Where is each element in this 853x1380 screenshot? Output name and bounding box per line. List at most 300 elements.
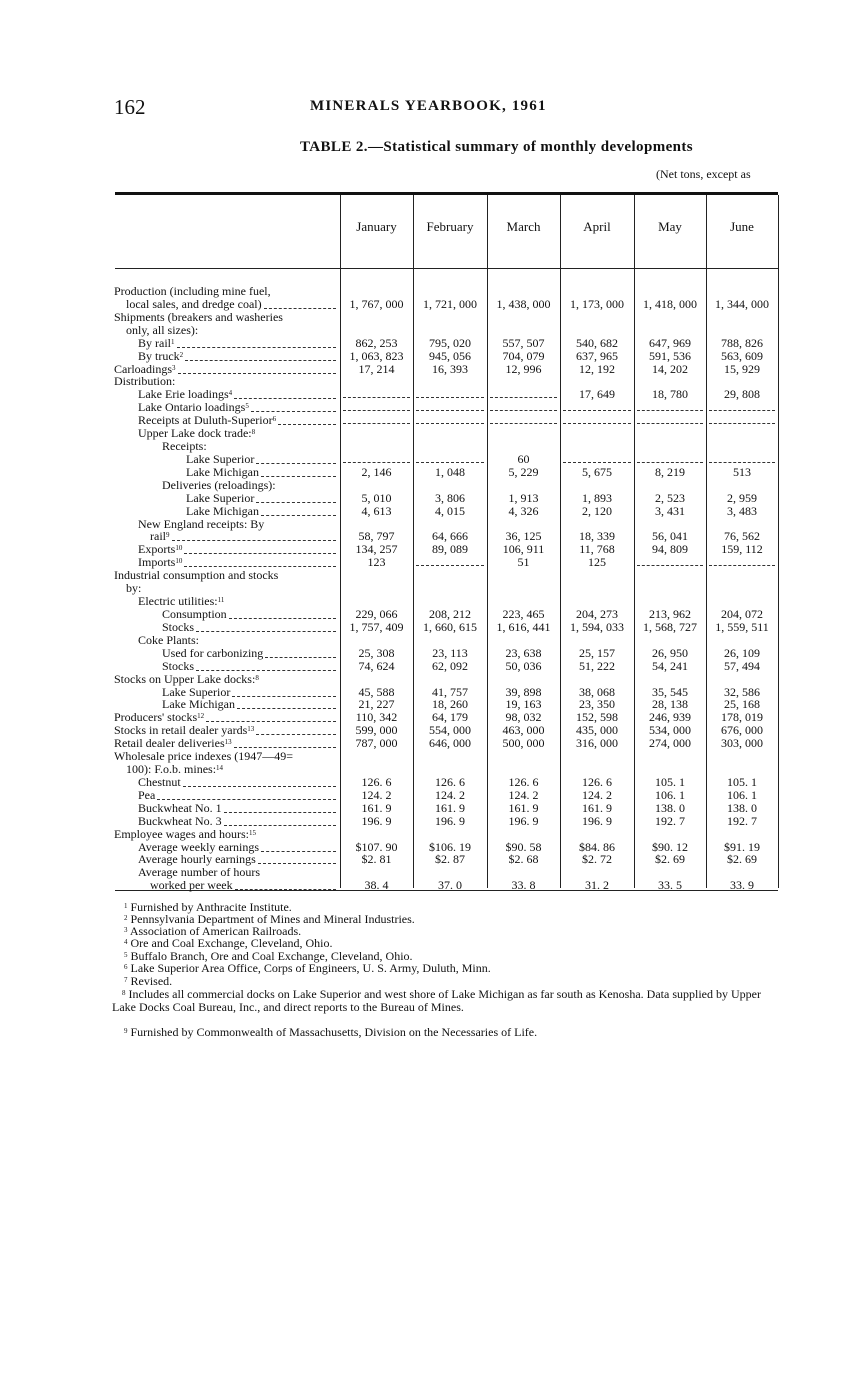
table-cell: 106, 911 xyxy=(502,542,545,557)
table-cell: 62, 092 xyxy=(432,658,468,673)
empty-cell xyxy=(490,397,557,398)
table-cell: 161. 9 xyxy=(435,800,465,815)
dot-leader xyxy=(196,631,336,632)
empty-cell xyxy=(416,423,484,424)
dot-leader xyxy=(184,553,336,554)
row-label: Distribution: xyxy=(114,374,176,389)
dot-leader xyxy=(172,540,337,541)
row-label: Deliveries (reloadings): xyxy=(162,477,276,492)
dot-leader xyxy=(251,411,336,412)
table-cell: 57, 494 xyxy=(724,658,760,673)
table-cell: 89, 089 xyxy=(432,542,468,557)
row-label: by: xyxy=(126,581,142,596)
table-cell: 51, 222 xyxy=(579,658,615,673)
table-cell: 1, 616, 441 xyxy=(496,619,551,634)
empty-cell xyxy=(490,423,557,424)
empty-cell xyxy=(709,423,775,424)
table-cell: 17, 214 xyxy=(358,361,395,376)
row-label: Lake Erie loadings$^4$ xyxy=(138,387,233,402)
row-label: Lake Michigan xyxy=(186,464,259,479)
table-cell: 1, 913 xyxy=(508,490,539,505)
empty-cell xyxy=(709,410,775,411)
dot-leader xyxy=(264,308,336,309)
footnote-ref: 14 xyxy=(216,764,224,773)
empty-cell xyxy=(637,565,703,566)
table-cell: 591, 536 xyxy=(649,348,691,363)
footnote-mark: 7 xyxy=(124,976,128,984)
table-cell: 4, 613 xyxy=(361,503,392,518)
row-label: Buckwheat No. 3 xyxy=(138,813,222,828)
table-cell: 126. 6 xyxy=(582,774,612,789)
table-cell: 463, 000 xyxy=(502,723,545,738)
footnote-ref: 6 xyxy=(272,415,277,424)
table-cell: 23, 638 xyxy=(505,645,542,660)
table-cell: 138. 0 xyxy=(655,800,685,815)
row-label: local sales, and dredge coal) xyxy=(126,296,262,311)
dot-leader xyxy=(234,398,336,399)
table-cell: 4, 326 xyxy=(508,503,539,518)
table-cell: 64, 666 xyxy=(432,529,468,544)
column-header: March xyxy=(506,219,541,234)
row-label: Average number of hours xyxy=(138,865,261,880)
row-label: Receipts at Duluth-Superior$^6$ xyxy=(138,413,277,428)
table-cell: 316, 000 xyxy=(576,736,618,751)
table-cell: 192. 7 xyxy=(727,813,757,828)
table-cell: 26, 109 xyxy=(724,645,760,660)
table-cell: 54, 241 xyxy=(652,658,688,673)
footnote-ref: 15 xyxy=(248,828,256,837)
table-cell: $106. 19 xyxy=(429,839,471,854)
footnote-mark: 2 xyxy=(124,914,128,922)
column-header: April xyxy=(583,219,611,234)
column-rule xyxy=(778,195,779,888)
table-cell: 2, 523 xyxy=(655,490,685,505)
row-label: Coke Plants: xyxy=(138,632,200,647)
table-cell: 138. 0 xyxy=(727,800,757,815)
row-label: Shipments (breakers and washeries xyxy=(114,309,283,324)
table-cell: 435, 000 xyxy=(576,723,618,738)
table-cell: 2, 959 xyxy=(727,490,757,505)
footnote-text: Lake Superior Area Office, Corps of Engineers, U. S. Army, Duluth, Minn. xyxy=(127,961,491,975)
dot-leader xyxy=(261,515,336,516)
table-cell: 23, 113 xyxy=(432,645,468,660)
table-cell: $91. 19 xyxy=(724,839,760,854)
table-cell: 1, 660, 615 xyxy=(423,619,477,634)
table-cell: 16, 393 xyxy=(432,361,468,376)
empty-cell xyxy=(563,423,631,424)
row-label: Exports$^{10}$ xyxy=(138,542,183,557)
table-cell: 1, 594, 033 xyxy=(570,619,624,634)
table-cell: 3, 483 xyxy=(727,503,757,518)
table-cell: 106. 1 xyxy=(655,787,685,802)
table-cell: 534, 000 xyxy=(649,723,691,738)
column-header: February xyxy=(426,219,474,234)
row-label: Imports$^{10}$ xyxy=(138,555,183,570)
row-label: Lake Michigan xyxy=(186,503,259,518)
table-cell: 56, 041 xyxy=(652,529,688,544)
row-label: Buckwheat No. 1 xyxy=(138,800,222,815)
footnote-text: Ore and Coal Exchange, Cleveland, Ohio. xyxy=(127,936,333,950)
row-label: Carloadings$^3$ xyxy=(114,361,176,376)
table-cell: 788, 826 xyxy=(721,335,763,350)
table-cell: 105. 1 xyxy=(727,774,757,789)
empty-cell xyxy=(343,397,410,398)
dot-leader xyxy=(183,786,336,787)
table-cell: 1, 721, 000 xyxy=(423,296,477,311)
footnote-ref: 10 xyxy=(175,557,183,566)
table-cell: 196. 9 xyxy=(508,813,539,828)
footnote-mark: 1 xyxy=(124,902,128,910)
column-header: June xyxy=(730,219,754,234)
table-cell: $107. 90 xyxy=(355,839,398,854)
table-title: TABLE 2.—Statistical summary of monthly developments xyxy=(300,139,694,155)
table-cell: 196. 9 xyxy=(361,813,392,828)
table-cell: 19, 163 xyxy=(505,697,542,712)
row-label: Pea xyxy=(138,787,156,802)
row-label: Receipts: xyxy=(162,439,207,454)
dot-leader xyxy=(232,696,336,697)
table-cell: 124. 2 xyxy=(435,787,465,802)
table-cell: 787, 000 xyxy=(355,736,398,751)
table-cell: 204, 273 xyxy=(576,607,618,621)
row-label: New England receipts: By xyxy=(138,516,265,531)
row-label: Employee wages and hours:$^{15}$ xyxy=(114,826,256,841)
row-label: Wholesale price indexes (1947—49= xyxy=(114,749,294,764)
table-cell: 599, 000 xyxy=(355,723,398,738)
table-cell: 2, 146 xyxy=(361,464,392,479)
footnote-text: Furnished by Commonwealth of Massachusetts, Division on the Necessaries of Life. xyxy=(127,1025,538,1039)
empty-cell xyxy=(416,565,484,566)
footnote-ref: 13 xyxy=(224,738,232,747)
row-label: Stocks xyxy=(162,658,195,673)
footnote-text: Furnished by Anthracite Institute. xyxy=(127,900,292,914)
dot-leader xyxy=(261,476,336,477)
row-label: Stocks xyxy=(162,619,195,634)
unit-note: (Net tons, except as xyxy=(656,167,751,181)
dot-leader xyxy=(206,721,336,722)
table-cell: 204, 072 xyxy=(721,607,763,621)
table-cell: 105. 1 xyxy=(655,774,685,789)
table-cell: 196. 9 xyxy=(435,813,465,828)
table-cell: 557, 507 xyxy=(502,335,545,350)
empty-cell xyxy=(416,397,484,398)
row-label: Lake Superior xyxy=(186,490,255,505)
table-cell: 945, 056 xyxy=(429,348,471,363)
table-cell: 223, 465 xyxy=(502,607,545,621)
table-cell: 500, 000 xyxy=(502,736,545,751)
row-label: Consumption xyxy=(162,607,227,621)
table-cell: 15, 929 xyxy=(724,361,760,376)
row-label: Chestnut xyxy=(138,774,181,789)
row-label: By rail$^1$ xyxy=(138,335,175,350)
row-label: worked per week xyxy=(150,878,233,893)
table-cell: 38, 068 xyxy=(579,684,615,699)
table-cell: 161. 9 xyxy=(508,800,539,815)
row-label: rail$^9$ xyxy=(150,529,170,544)
dot-leader xyxy=(265,657,336,658)
table-cell: $2. 68 xyxy=(508,852,539,867)
table-top-rule xyxy=(115,192,778,195)
table-cell: 213, 962 xyxy=(649,607,691,621)
table-cell: 161. 9 xyxy=(582,800,612,815)
table-cell: 303, 000 xyxy=(721,736,763,751)
table-cell: 64, 179 xyxy=(432,710,468,725)
table-cell: 123 xyxy=(367,555,386,570)
table-cell: 18, 260 xyxy=(432,697,468,712)
table-cell: 36, 125 xyxy=(505,529,542,544)
footnote xyxy=(112,962,784,975)
table-cell: 646, 000 xyxy=(429,736,471,751)
dot-leader xyxy=(258,863,336,864)
table-cell: 540, 682 xyxy=(576,335,618,350)
running-head: MINERALS YEARBOOK, 1961 xyxy=(310,98,547,114)
dot-leader xyxy=(234,747,336,748)
table-cell: 1, 767, 000 xyxy=(349,296,404,311)
table-cell: 1, 568, 727 xyxy=(643,619,697,634)
table-cell: 3, 806 xyxy=(435,490,465,505)
dot-leader xyxy=(224,825,336,826)
footnote xyxy=(112,975,784,988)
footnote-ref: 2 xyxy=(179,350,184,359)
footnote-ref: 4 xyxy=(228,389,233,398)
footnote-ref: 8 xyxy=(255,673,259,682)
table-cell: 37. 0 xyxy=(438,878,462,893)
row-label: Retail dealer deliveries$^{13}$ xyxy=(114,736,232,751)
table-cell: 50, 036 xyxy=(505,658,542,673)
table-cell: 229, 066 xyxy=(355,607,398,621)
table-cell: 33. 5 xyxy=(658,878,682,893)
row-label: Producers' stocks$^{12}$ xyxy=(114,710,205,725)
row-label: Lake Michigan xyxy=(162,697,235,712)
footnote-mark: 3 xyxy=(124,926,128,934)
empty-cell xyxy=(416,410,484,411)
table-cell: 274, 000 xyxy=(649,736,691,751)
empty-cell xyxy=(563,462,631,463)
table-cell: $2. 81 xyxy=(361,852,392,867)
table-cell: 1, 418, 000 xyxy=(643,296,697,311)
dot-leader xyxy=(278,424,336,425)
table-cell: 647, 969 xyxy=(649,335,691,350)
footnote-ref: 13 xyxy=(247,725,255,734)
row-label: Electric utilities:$^{11}$ xyxy=(138,594,225,609)
table-cell: $2. 69 xyxy=(727,852,757,867)
table-cell: 45, 588 xyxy=(358,684,395,699)
table-cell: $90. 12 xyxy=(652,839,688,854)
table-cell: 38. 4 xyxy=(364,878,389,893)
table-cell: 161. 9 xyxy=(361,800,392,815)
footnote-ref: 1 xyxy=(171,337,175,346)
table-cell: 1, 048 xyxy=(435,464,465,479)
empty-cell xyxy=(343,423,410,424)
table-cell: $90. 58 xyxy=(505,839,542,854)
dot-leader xyxy=(261,851,336,852)
table-cell: 676, 000 xyxy=(721,723,763,738)
table-cell: 5, 675 xyxy=(582,464,612,479)
empty-cell xyxy=(490,410,557,411)
table-cell: 25, 308 xyxy=(358,645,395,660)
table-cell: 152, 598 xyxy=(576,710,618,725)
table-cell: 1, 559, 511 xyxy=(715,619,769,634)
footnote-ref: 3 xyxy=(172,363,176,372)
table-cell: 1, 893 xyxy=(582,490,612,505)
table-cell: 14, 202 xyxy=(652,361,688,376)
column-header: January xyxy=(356,219,397,234)
table-cell: 39, 898 xyxy=(505,684,542,699)
empty-cell xyxy=(709,462,775,463)
row-label: Upper Lake dock trade:$^8$ xyxy=(138,426,256,441)
footnote-ref: 8 xyxy=(251,428,256,437)
table-cell: 29, 808 xyxy=(724,387,760,402)
table-cell: 11, 768 xyxy=(579,542,615,557)
table-cell: 60 xyxy=(517,451,530,466)
row-label: only, all sizes): xyxy=(126,322,199,337)
dot-leader xyxy=(256,734,336,735)
table-cell: 637, 965 xyxy=(576,348,618,363)
row-label: Lake Superior xyxy=(162,684,231,699)
footnote-mark: 5 xyxy=(124,951,128,959)
table-cell: 126. 6 xyxy=(435,774,465,789)
row-label: Used for carbonizing xyxy=(162,645,264,660)
row-label: Industrial consumption and stocks xyxy=(114,568,279,583)
dot-leader xyxy=(157,799,336,800)
row-label: By truck$^2$ xyxy=(138,348,184,363)
table-cell: 1, 063, 823 xyxy=(349,348,404,363)
empty-cell xyxy=(637,410,703,411)
dot-leader xyxy=(178,373,337,374)
table-cell: 208, 212 xyxy=(429,607,471,621)
table-cell: 76, 562 xyxy=(724,529,760,544)
table-cell: 126. 6 xyxy=(361,774,392,789)
dot-leader xyxy=(256,502,336,503)
footnote-text: Includes all commercial docks on Lake Superior and west shore of Lake Michigan as far south as Kenosha. Data supplied by Upper Lake Docks Coal Bureau, Inc., and direct reports to the Bureau of Mines. xyxy=(112,987,761,1014)
table-cell: 125 xyxy=(588,555,606,570)
footnote-ref: 9 xyxy=(166,531,170,540)
table-cell: 17, 649 xyxy=(579,387,615,402)
table-cell: 124. 2 xyxy=(508,787,539,802)
table-cell: 124. 2 xyxy=(582,787,612,802)
footnote-text: Pennsylvania Department of Mines and Mineral Industries. xyxy=(127,912,415,926)
footnote-mark: 9 xyxy=(124,1027,128,1035)
table-cell: 563, 609 xyxy=(721,348,763,363)
table-cell: 704, 079 xyxy=(502,348,545,363)
dot-leader xyxy=(185,360,336,361)
header-rule xyxy=(115,268,778,269)
footnote-ref: 11 xyxy=(217,596,225,605)
table-cell: 106. 1 xyxy=(727,787,757,802)
table-cell: 18, 780 xyxy=(652,387,688,402)
table-cell: 124. 2 xyxy=(361,787,392,802)
row-label: Average weekly earnings xyxy=(138,839,260,854)
row-label: 100): F.o.b. mines:$^{14}$ xyxy=(126,762,224,777)
table-cell: 18, 339 xyxy=(579,529,615,544)
row-label: Lake Superior xyxy=(186,451,255,466)
table-cell: 246, 939 xyxy=(649,710,691,725)
table-cell: 26, 950 xyxy=(652,645,688,660)
table-cell: 58, 797 xyxy=(358,529,395,544)
empty-cell xyxy=(637,462,703,463)
empty-cell xyxy=(637,423,703,424)
dot-leader xyxy=(235,889,336,890)
table-cell: 192. 7 xyxy=(655,813,685,828)
dot-leader xyxy=(196,670,336,671)
row-label: Stocks in retail dealer yards$^{13}$ xyxy=(114,723,255,738)
table-cell: 33. 9 xyxy=(730,878,754,893)
footnote-ref: 10 xyxy=(175,544,183,553)
table-cell: 554, 000 xyxy=(429,723,471,738)
table-cell: 1, 438, 000 xyxy=(496,296,551,311)
table-cell: 178, 019 xyxy=(721,710,763,725)
table-cell: 23, 350 xyxy=(579,697,615,712)
table-cell: 4, 015 xyxy=(435,503,465,518)
footnote-text: Buffalo Branch, Ore and Coal Exchange, Cleveland, Ohio. xyxy=(127,949,413,963)
row-label: Stocks on Upper Lake docks:$^8$ xyxy=(114,671,259,686)
table-cell: 94, 809 xyxy=(652,542,688,557)
empty-cell xyxy=(416,462,484,463)
table-cell: 8, 219 xyxy=(655,464,685,479)
row-label: Production (including mine fuel, xyxy=(114,284,271,298)
table-cell: 32, 586 xyxy=(724,684,760,699)
table-cell: 51 xyxy=(517,555,530,570)
table-cell: 25, 168 xyxy=(724,697,760,712)
table-cell: 31. 2 xyxy=(585,878,609,893)
footnote-mark: 8 xyxy=(122,989,126,997)
table-cell: 98, 032 xyxy=(505,710,542,725)
dot-leader xyxy=(229,618,336,619)
table-cell: 2, 120 xyxy=(582,503,612,518)
table-cell: 159, 112 xyxy=(721,542,763,557)
dot-leader xyxy=(224,812,336,813)
table-cell: 28, 138 xyxy=(652,697,688,712)
page-number: 162 xyxy=(114,95,146,119)
table-cell: 12, 192 xyxy=(579,361,615,376)
table-cell: $2. 69 xyxy=(655,852,685,867)
table-cell: 1, 757, 409 xyxy=(349,619,404,634)
footnote-text: Association of American Railroads. xyxy=(127,924,302,938)
footnote xyxy=(112,988,784,1013)
dot-leader xyxy=(184,566,336,567)
table-cell: $2. 87 xyxy=(435,852,465,867)
footnote xyxy=(112,1026,784,1039)
table-cell: 5, 229 xyxy=(508,464,539,479)
table-cell: 25, 157 xyxy=(579,645,615,660)
footnote-mark: 4 xyxy=(124,938,128,946)
row-label: Average hourly earnings xyxy=(138,852,256,867)
footnote xyxy=(112,937,784,950)
table-cell: 3, 431 xyxy=(655,503,685,518)
table-cell: 126. 6 xyxy=(508,774,539,789)
dot-leader xyxy=(237,708,336,709)
table-cell: 21, 227 xyxy=(358,697,395,712)
empty-cell xyxy=(709,565,775,566)
empty-cell xyxy=(343,410,410,411)
table-cell: 862, 253 xyxy=(355,335,398,350)
table-cell: 35, 545 xyxy=(652,684,688,699)
table-cell: 74, 624 xyxy=(358,658,395,673)
table-cell: 12, 996 xyxy=(505,361,542,376)
table-cell: 33. 8 xyxy=(511,878,536,893)
footnote-ref: 5 xyxy=(245,402,249,411)
dot-leader xyxy=(256,463,336,464)
table-cell: 196. 9 xyxy=(582,813,612,828)
footnote-ref: 12 xyxy=(197,712,205,721)
empty-cell xyxy=(343,462,410,463)
table-cell: 5, 010 xyxy=(361,490,392,505)
footnote-text: Revised. xyxy=(127,974,173,988)
table-cell: $2. 72 xyxy=(582,852,612,867)
table-cell: 1, 344, 000 xyxy=(715,296,769,311)
table-cell: 1, 173, 000 xyxy=(570,296,624,311)
table-cell: 795, 020 xyxy=(429,335,471,350)
